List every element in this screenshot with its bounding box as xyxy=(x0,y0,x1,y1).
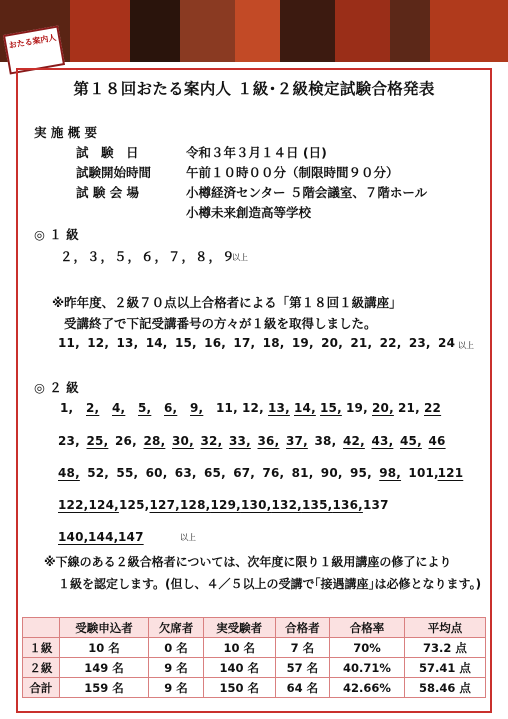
grade2-number: 30, xyxy=(172,434,194,448)
grade2-suffix: 以上 xyxy=(180,533,196,542)
grade2-number: 130, xyxy=(241,498,272,512)
grade2-number: 132, xyxy=(271,498,302,512)
grade2-number: 147 xyxy=(118,530,144,544)
grade2-number: 95, xyxy=(350,466,372,480)
table-cell: 9 名 xyxy=(149,658,203,678)
grade2-number: 5, xyxy=(138,401,152,415)
grade2-number: 21, xyxy=(398,401,420,415)
table-row xyxy=(23,658,486,678)
table-cell: 58.46 点 xyxy=(404,678,485,698)
table-row-label: 合計 xyxy=(23,678,60,698)
grade2-number: 12, xyxy=(242,401,264,415)
grade2-number: 9, xyxy=(190,401,204,415)
grade2-number: 63, xyxy=(174,466,197,480)
table-header-cell: 受験申込者 xyxy=(59,618,149,638)
grade2-number: 125, xyxy=(119,498,150,512)
grade2-number: 22 xyxy=(424,401,442,415)
grade2-number: 14, xyxy=(294,401,316,415)
table-row-label: １級 xyxy=(23,638,60,658)
table-header-cell: 平均点 xyxy=(404,618,485,638)
grade2-number: 140, xyxy=(58,530,89,544)
grade2-number: 26, xyxy=(115,434,137,448)
grade2-note-1: ※下線のある２級合格者については、次年度に限り１級用講座の修了により xyxy=(44,555,452,569)
table-cell: 57 名 xyxy=(275,658,329,678)
grade1-numbers: ２，３，５，６，７，８，９ xyxy=(60,249,236,264)
table-cell: 57.41 点 xyxy=(404,658,485,678)
overview-heading: 実 施 概 要 xyxy=(34,125,98,140)
table-row xyxy=(23,638,486,658)
header-banner xyxy=(0,0,508,62)
grade1-note-1: ※昨年度、２級７０点以上合格者による「第１８回１級講座」 xyxy=(52,295,402,310)
grade2-number: 36, xyxy=(257,434,280,448)
grade2-number: 101, xyxy=(408,466,439,480)
results-table xyxy=(22,617,486,698)
grade2-number: 46 xyxy=(428,434,446,448)
grade2-number: 98, xyxy=(379,466,402,480)
table-cell: 9 名 xyxy=(149,678,203,698)
logo: おたる案内人 xyxy=(3,25,65,74)
grade2-number: 15, xyxy=(320,401,342,415)
grade2-number: 128, xyxy=(180,498,211,512)
table-header-row xyxy=(23,618,486,638)
table-cell: 150 名 xyxy=(203,678,275,698)
table-header-cell: 合格率 xyxy=(330,618,405,638)
grade1-course-suffix: 以上 xyxy=(458,341,474,350)
table-header-cell: 欠席者 xyxy=(149,618,203,638)
grade2-number: 90, xyxy=(320,466,343,480)
grade2-number: 136, xyxy=(332,498,363,512)
table-header-cell: 合格者 xyxy=(275,618,329,638)
grade1-note-2: 受講終了で下記受講番号の方々が１級を取得しました。 xyxy=(64,316,377,331)
table-cell: 149 名 xyxy=(59,658,149,678)
grade2-number: 129, xyxy=(210,498,241,512)
grade2-number: 45, xyxy=(400,434,422,448)
page-title: 第１８回おたる案内人 １級･２級検定試験合格発表 xyxy=(73,80,435,98)
grade2-number: 144, xyxy=(88,530,119,544)
grade2-number: 6, xyxy=(164,401,178,415)
exam-date-value: 令和３年３月１４日 (日) xyxy=(186,145,327,160)
grade2-number: 28, xyxy=(143,434,166,448)
grade2-number: 76, xyxy=(262,466,285,480)
table-cell: 10 名 xyxy=(59,638,149,658)
grade1-suffix: 以上 xyxy=(232,253,248,262)
table-cell: 42.66% xyxy=(330,678,405,698)
grade2-number: 25, xyxy=(86,434,109,448)
grade2-number: 2, xyxy=(86,401,100,415)
table-header-cell: 実受験者 xyxy=(203,618,275,638)
grade1-heading: ◎ １ 級 xyxy=(34,227,79,242)
table-cell: 73.2 点 xyxy=(404,638,485,658)
grade2-number: 43, xyxy=(371,434,394,448)
table-cell: 140 名 xyxy=(203,658,275,678)
grade2-number: 11, xyxy=(216,401,238,415)
grade2-number: 81, xyxy=(291,466,314,480)
grade2-number: 1, xyxy=(60,401,74,415)
table-cell: 10 名 xyxy=(203,638,275,658)
grade2-number: 32, xyxy=(200,434,223,448)
grade2-number: 60, xyxy=(145,466,168,480)
grade1-course-numbers: 11, 12, 13, 14, 15, 16, 17, 18, 19, 20, 21, 22, 23, 24 xyxy=(58,336,456,350)
exam-venue-value-2: 小樽未来創造高等学校 xyxy=(186,205,312,220)
table-header-cell xyxy=(23,618,60,638)
grade2-number: 65, xyxy=(204,466,226,480)
grade2-number: 13, xyxy=(268,401,290,415)
grade2-number: 20, xyxy=(372,401,394,415)
grade2-number: 4, xyxy=(112,401,126,415)
table-cell: 40.71% xyxy=(330,658,405,678)
exam-date-label: 試 験 日 xyxy=(76,145,139,160)
grade2-number: 42, xyxy=(343,434,365,448)
table-row xyxy=(23,678,486,698)
exam-venue-value: 小樽経済センター ５階会議室、７階ホール xyxy=(186,185,428,200)
exam-time-label: 試験開始時間 xyxy=(76,165,152,180)
grade2-number: 23, xyxy=(58,434,80,448)
grade2-note-2: １級を認定します。(但し、４／５以上の受講で｢接遇講座｣は必修となります。) xyxy=(58,577,482,591)
table-cell: 7 名 xyxy=(275,638,329,658)
exam-time-value: 午前１０時００分（制限時間９０分） xyxy=(186,165,399,180)
table-row-label: ２級 xyxy=(23,658,60,678)
grade2-number: 55, xyxy=(116,466,139,480)
grade2-number: 121 xyxy=(437,466,464,480)
grade2-number: 137 xyxy=(363,498,389,512)
grade2-number: 124, xyxy=(88,498,119,512)
grade2-number: 38, xyxy=(314,434,337,448)
grade2-number: 122, xyxy=(58,498,89,512)
grade2-number: 33, xyxy=(229,434,251,448)
grade2-number: 67, xyxy=(233,466,256,480)
grade2-number: 127, xyxy=(149,498,180,512)
table-cell: 64 名 xyxy=(275,678,329,698)
grade2-heading: ◎ ２ 級 xyxy=(34,380,79,395)
table-cell: 159 名 xyxy=(59,678,149,698)
exam-venue-label: 試 験 会 場 xyxy=(76,185,140,200)
table-cell: 70% xyxy=(330,638,405,658)
table-cell: 0 名 xyxy=(149,638,203,658)
grade2-number: 37, xyxy=(286,434,308,448)
grade2-number: 135, xyxy=(302,498,333,512)
grade2-number: 52, xyxy=(87,466,110,480)
grade2-number: 19, xyxy=(346,401,368,415)
grade2-number: 48, xyxy=(58,466,80,480)
